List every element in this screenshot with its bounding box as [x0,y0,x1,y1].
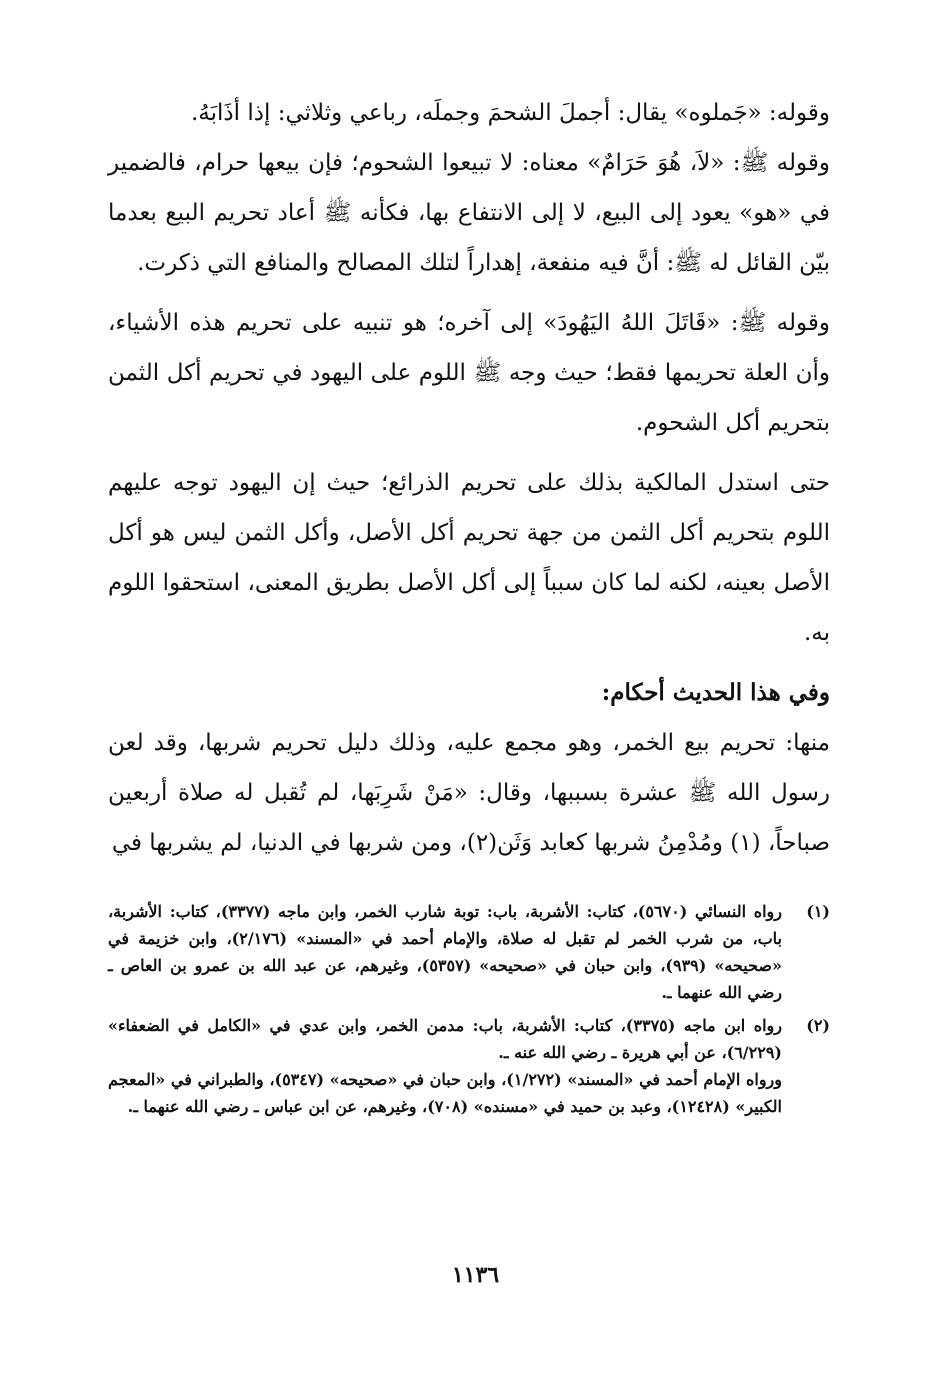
paragraph-ruling-khamr: منها: تحريم بيع الخمر، وهو مجمع عليه، وذلك دليل تحريم شربها، وقد لعن رسول الله ﷺ عشرة بسببها، وقال: «مَنْ شَرِبَها، لم تُقبل له صلاة أربعين صباحاً، (١) ومُدْمِنُ شربها كعابد وَثَن(٢)، ومن شربها في الدنيا، لم يشربها في [108,730,830,856]
paragraph-huwa-haram: وقوله ﷺ: «لاَ، هُوَ حَرَامٌ» معناه: لا تبيعوا الشحوم؛ فإن بيعها حرام، فالضمير في «هو» يعود إلى البيع، لا إلى الانتفاع بها، فكأنه ﷺ أعاد تحريم البيع بعدما بيّن القائل له ﷺ: أنَّ فيه منفعة، إهداراً لتلك المصالح والمنافع التي ذكرت. [108,150,830,276]
paragraph-jamaluh: وقوله: «جَملوه» يقال: أجملَ الشحمَ وجملَه، رباعي وثلاثي: إذا أذَابَهُ. [190,100,830,126]
paragraph-maliki-argument: حتى استدل المالكية بذلك على تحريم الذرائع؛ حيث إن اليهود توجه عليهم اللوم بتحريم أكل الثمن من جهة تحريم أكل الأصل، وأكل الثمن ليس هو أكل الأصل بعينه، لكنه لما كان سبباً إلى أكل الأصل بطريق المعنى، استحقوا اللوم به. [108,470,830,646]
footnote-number: (١) [806,902,830,921]
footnote-2 [108,1012,830,1120]
footnote-number: (٢) [806,1016,830,1035]
footnote-1 [108,898,830,1006]
footnote-text: رواه ابن ماجه (٣٣٧٥)، كتاب: الأشربة، باب: مدمن الخمر، وابن عدي في «الكامل في الضعفاء» (٦/٢٢٩)، عن أبي هريرة ـ رضي الله عنه ـ. [108,1016,782,1062]
footnote-text-continued: ورواه الإمام أحمد في «المسند» (١/٢٧٢)، وابن حبان في «صحيحه» (٥٣٤٧)، والطبراني في «المعجم الكبير» (١٢٤٢٨)، وعبد بن حميد في «مسنده» (٧٠٨)، وغيرهم، عن ابن عباس ـ رضي الله عنهما ـ. [108,1070,783,1116]
footnote-text: رواه النسائي (٥٦٧٠)، كتاب: الأشربة، باب: توبة شارب الخمر، وابن ماجه (٣٣٧٧)، كتاب: الأشربة، باب، من شرب الخمر لم تقبل له صلاة، والإمام أحمد في «المسند» (٢/١٧٦)، وابن خزيمة في «صحيحه» (٩٣٩)، وابن حبان في «صحيحه» (٥٣٥٧)، وغيرهم، عن عبد الله بن عمرو بن العاص ـ رضي الله عنهما ـ. [108,902,783,1002]
main-text [108,88,830,868]
section-heading-ahkam: وفي هذا الحديث أحكام: [601,679,830,706]
page-number: ١١٣٦ [451,1262,500,1288]
footnotes [108,898,830,1126]
paragraph-qatala-allah: وقوله ﷺ: «قَاتَلَ اللهُ اليَهُودَ» إلى آخره؛ هو تنبيه على تحريم هذه الأشياء، وأن العلة تحريمها فقط؛ حيث وجه ﷺ اللوم على اليهود في تحريم أكل الثمن بتحريم أكل الشحوم. [108,310,830,436]
